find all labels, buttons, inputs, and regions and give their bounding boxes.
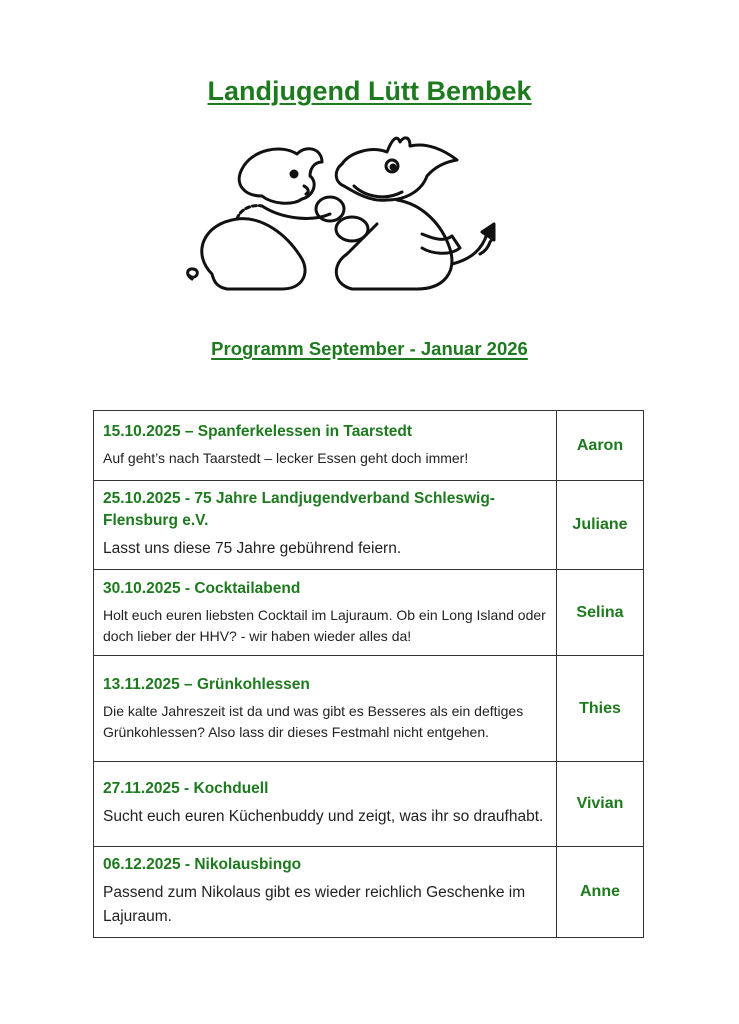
event-title: 30.10.2025 - Cocktailabend: [103, 579, 301, 597]
event-description: Sucht euch euren Küchenbuddy und zeigt, was ihr so draufhabt.: [103, 808, 544, 825]
table-row: [94, 570, 644, 656]
event-host: Aaron: [557, 411, 644, 481]
event-host: Anne: [557, 847, 644, 938]
event-host: Thies: [557, 656, 644, 762]
event-cell: [94, 656, 557, 762]
table-row: [94, 847, 644, 938]
event-cell: [94, 762, 557, 847]
event-description: Auf geht’s nach Taarstedt – lecker Essen geht doch immer!: [103, 450, 469, 466]
table-row: [94, 481, 644, 570]
event-cell: [94, 481, 557, 570]
event-description: Lasst uns diese 75 Jahre gebührend feiern.: [103, 540, 402, 557]
event-cell: [94, 847, 557, 938]
event-host: Vivian: [557, 762, 644, 847]
table-row: [94, 762, 644, 847]
event-cell: [94, 411, 557, 481]
event-title: 15.10.2025 – Spanferkelessen in Taarstedt: [103, 423, 413, 440]
event-description: Holt euch euren liebsten Cocktail im Lajuraum. Ob ein Long Island oder doch lieber der HHV? - wir haben wieder alles da!: [103, 606, 546, 644]
event-title: 27.11.2025 - Kochduell: [103, 780, 269, 797]
table-row: [94, 656, 644, 762]
event-title: 06.12.2025 - Nikolausbingo: [103, 856, 302, 873]
event-cell: [94, 570, 557, 656]
event-description: Die kalte Jahreszeit ist da und was gibt es Besseres als ein deftiges Grünkohlessen? Also lass dir dieses Festmahl nicht entgehen.: [103, 702, 524, 740]
page-title: Landjugend Lütt Bembek: [207, 76, 532, 106]
event-title: 25.10.2025 - 75 Jahre Landjugendverband Schleswig-Flensburg e.V.: [103, 490, 495, 529]
table-row: [94, 411, 644, 481]
program-table: [93, 410, 644, 938]
program-subtitle: Programm September - Januar 2026: [211, 338, 528, 359]
event-host: Juliane: [557, 481, 644, 570]
pig-and-cow-logo-icon: [182, 124, 500, 296]
event-host: Selina: [557, 570, 644, 656]
event-description: Passend zum Nikolaus gibt es wieder reichlich Geschenke im Lajuraum.: [103, 884, 526, 925]
event-title: 13.11.2025 – Grünkohlessen: [103, 675, 310, 693]
